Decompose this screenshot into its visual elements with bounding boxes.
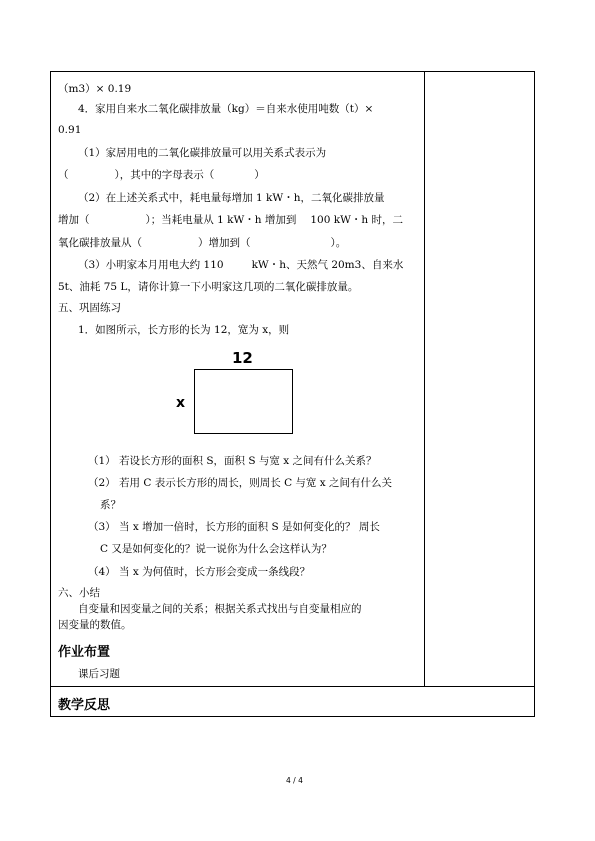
question-4: （4） 当 x 为何值时，长方形会变成一条线段？ bbox=[88, 566, 311, 578]
page-number: 4 / 4 bbox=[286, 776, 303, 785]
text-line: 增加（ ）；当耗电量从 1 kW・h 增加到 100 kW・h 时，二 bbox=[58, 214, 404, 226]
rectangle-width-label: x bbox=[176, 395, 186, 411]
text-line: 0.91 bbox=[58, 124, 82, 136]
question-3: （3） 当 x 增加一倍时，长方形的面积 S 是如何变化的？ 周长 bbox=[88, 521, 380, 533]
section-heading: 五、巩固练习 bbox=[58, 302, 121, 314]
text-line: （3）小明家本月用电大约 110 kW・h、天然气 20m3、自来水 bbox=[78, 259, 404, 271]
text-line: 1．如图所示，长方形的长为 12，宽为 x，则 bbox=[78, 324, 290, 336]
text-line: （ ），其中的字母表示（ ） bbox=[58, 169, 265, 181]
question-1: （1） 若设长方形的面积 S，面积 S 与宽 x 之间有什么关系？ bbox=[88, 455, 377, 467]
rectangle-figure bbox=[194, 369, 293, 434]
homework-heading: 作业布置 bbox=[58, 645, 111, 660]
text-line: （m3）× 0.19 bbox=[58, 83, 132, 95]
text-line: （1）家居用电的二氧化碳排放量可以用关系式表示为 bbox=[78, 147, 327, 159]
summary-text: 因变量的数值。 bbox=[58, 619, 132, 631]
question-2: （2） 若用 C 表示长方形的周长，则周长 C 与宽 x 之间有什么关 bbox=[88, 477, 393, 489]
section-heading: 六、小结 bbox=[58, 587, 100, 599]
homework-text: 课后习题 bbox=[78, 668, 120, 680]
column-divider bbox=[424, 71, 425, 687]
reflection-heading: 教学反思 bbox=[58, 698, 111, 713]
row-divider bbox=[50, 686, 535, 687]
question-2-cont: 系？ bbox=[100, 499, 121, 511]
text-line: 氧化碳排放量从（ ）增加到（ ）。 bbox=[58, 237, 347, 249]
text-line: （2）在上述关系式中，耗电量每增加 1 kW・h，二氧化碳排放量 bbox=[78, 192, 385, 204]
question-3-cont: C 又是如何变化的？说一说你为什么会这样认为？ bbox=[100, 543, 332, 555]
text-line: 4．家用自来水二氧化碳排放量（kg）＝自来水使用吨数（t）× bbox=[78, 103, 374, 115]
text-line: 5t、油耗 75 L，请你计算一下小明家这几项的二氧化碳排放量。 bbox=[58, 281, 359, 293]
rectangle-length-label: 12 bbox=[232, 349, 253, 367]
summary-text: 自变量和因变量之间的关系；根据关系式找出与自变量相应的 bbox=[78, 603, 362, 615]
